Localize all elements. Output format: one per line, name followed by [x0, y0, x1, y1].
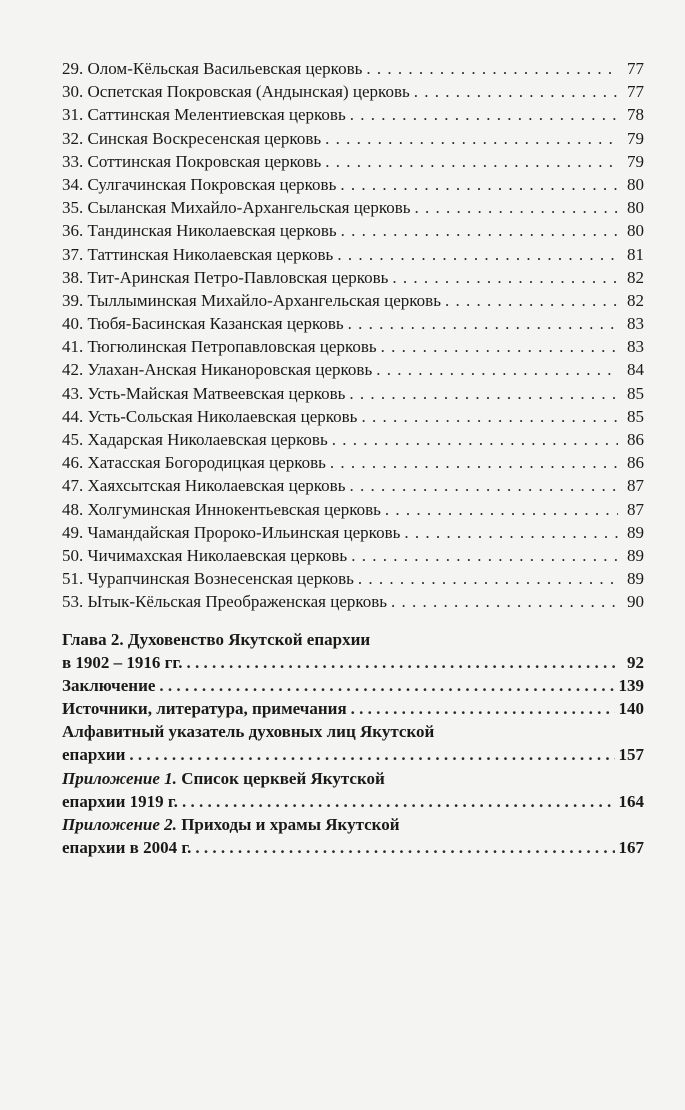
conclusion-entry: [62, 674, 644, 697]
toc-entry-title: 41. Тюгюлинская Петропавловская церковь: [62, 337, 377, 357]
toc-entry-page: 84: [627, 360, 644, 380]
toc-entry-title: 35. Сыланская Михайло-Архангельская церковь: [62, 198, 411, 218]
appendix-1-title-cont: епархии 1919 г.: [62, 791, 178, 811]
toc-entry-title: 34. Сулгачинская Покровская церковь: [62, 174, 337, 194]
toc-entry-page: 85: [627, 406, 644, 426]
leader-dots: [340, 173, 618, 196]
toc-entry: [62, 196, 644, 219]
toc-entry: [62, 312, 644, 335]
toc-entry: [62, 382, 644, 405]
toc-entry-title: 31. Саттинская Мелентиевская церковь: [62, 105, 346, 125]
leader-dots: [351, 544, 618, 567]
sources-entry: [62, 697, 644, 720]
leader-dots: [376, 358, 618, 381]
toc-entry-page: 89: [627, 545, 644, 565]
sources-page: 140: [618, 699, 644, 719]
toc-entry-page: 80: [627, 174, 644, 194]
toc-entry-page: 85: [627, 383, 644, 403]
appendix-1-label: Приложение 1.: [62, 768, 177, 788]
appendix-2-title: Приходы и храмы Якутской: [181, 815, 400, 834]
appendix-1-title: Список церквей Якутской: [181, 768, 385, 788]
leader-dots: [366, 57, 618, 80]
toc-entry-title: 40. Тюбя-Басинская Казанская церковь: [62, 314, 344, 334]
chapter-2: [62, 628, 644, 674]
leader-dots: [414, 80, 618, 103]
leader-dots: [385, 498, 618, 521]
toc-entry-page: 80: [627, 198, 644, 218]
toc-entry-page: 86: [627, 430, 644, 449]
leader-dots: [195, 836, 614, 859]
index-title-cont: епархии: [62, 745, 126, 765]
leader-dots: [129, 743, 614, 766]
toc-entry-title: 44. Усть-Сольская Николаевская церковь: [62, 406, 358, 426]
toc-entry: [62, 474, 644, 497]
leader-dots: [182, 790, 615, 813]
chapter-2-line2: [62, 651, 644, 674]
leader-dots: [349, 474, 618, 497]
toc-entry-title: 42. Улахан-Анская Никаноровская церковь: [62, 360, 373, 380]
toc-entry: [62, 266, 644, 289]
toc-entry: [62, 219, 644, 242]
toc-entry-page: 79: [627, 128, 644, 148]
chapter-2-title: Глава 2. Духовенство Якутской епархии: [62, 629, 371, 649]
leader-dots: [159, 674, 614, 697]
index-line2: [62, 743, 644, 766]
toc-entry-page: 78: [627, 105, 644, 125]
toc-entry: [62, 428, 644, 451]
leader-dots: [361, 405, 618, 428]
toc-entry: [62, 544, 644, 567]
leader-dots: [351, 697, 615, 720]
toc-entry-page: 83: [627, 314, 644, 334]
index-line1: [62, 720, 644, 743]
toc-entry-page: 77: [627, 59, 644, 78]
toc-entry-title: 39. Тыллыминская Михайло-Архангельская церковь: [62, 290, 441, 310]
leader-dots: [330, 451, 618, 474]
conclusion-page: 139: [618, 675, 644, 695]
toc-entry-title: 38. Тит-Аринская Петро-Павловская церковь: [62, 267, 389, 287]
leader-dots: [445, 289, 618, 312]
toc-entry-page: 80: [627, 221, 644, 241]
toc-entry-title: 33. Соттинская Покровская церковь: [62, 151, 322, 171]
leader-dots: [381, 335, 618, 358]
toc-entry-title: 51. Чурапчинская Вознесенская церковь: [62, 569, 354, 589]
toc-entry-title: 32. Синская Воскресенская церковь: [62, 128, 322, 148]
leader-dots: [404, 521, 618, 544]
toc-entry-title: 47. Хаяхсытская Николаевская церковь: [62, 476, 346, 496]
toc-entry-page: 86: [627, 453, 644, 473]
toc-entry-title: 50. Чичимахская Николаевская церковь: [62, 545, 348, 565]
appendix-2-title-cont: епархии в 2004 г.: [62, 838, 192, 858]
toc-entry-page: 87: [627, 476, 644, 496]
toc-entry-page: 89: [627, 522, 644, 542]
table-of-contents: [62, 57, 644, 859]
appendix-1-line1: [62, 767, 644, 790]
toc-entry: [62, 103, 644, 126]
index-title: Алфавитный указатель духовных лиц Якутской: [62, 722, 435, 742]
toc-entry-title: 36. Тандинская Николаевская церковь: [62, 221, 337, 241]
conclusion-title: Заключение: [62, 675, 156, 695]
toc-entries: [62, 57, 644, 614]
appendix-2-page: 167: [618, 838, 644, 858]
toc-entry: [62, 173, 644, 196]
toc-entry-title: 30. Оспетская Покровская (Андынская) церковь: [62, 82, 410, 102]
toc-entry-title: 46. Хатасская Богородицкая церковь: [62, 453, 326, 473]
toc-entry: [62, 80, 644, 103]
toc-entry-page: 79: [627, 151, 644, 171]
toc-entry-title: 49. Чамандайская Пророко-Ильинская церковь: [62, 522, 401, 542]
sources-title: Источники, литература, примечания: [62, 699, 347, 719]
toc-entry-page: 89: [627, 569, 644, 589]
leader-dots: [325, 150, 618, 173]
leader-dots: [415, 196, 618, 219]
appendix-2-label: Приложение 2.: [62, 815, 177, 834]
leader-dots: [392, 266, 618, 289]
toc-entry: [62, 335, 644, 358]
toc-entry: [62, 127, 644, 150]
toc-entry-title: 48. Холгуминская Иннокентьевская церковь: [62, 499, 381, 519]
toc-entry: [62, 521, 644, 544]
toc-entry-page: 81: [627, 244, 644, 264]
toc-entry-title: 45. Хадарская Николаевская церковь: [62, 430, 328, 449]
toc-entry-page: 83: [627, 337, 644, 357]
leader-dots: [325, 127, 618, 150]
appendix-2-line2: [62, 836, 644, 859]
leader-dots: [348, 312, 618, 335]
chapter-2-line1: [62, 628, 644, 651]
leader-dots: [337, 243, 618, 266]
toc-entry-title: 53. Ытык-Кёльская Преображенская церковь: [62, 592, 388, 612]
toc-entry-title: 29. Олом-Кёльская Васильевская церковь: [62, 59, 363, 78]
toc-entry-page: 77: [627, 82, 644, 102]
leader-dots: [332, 428, 618, 451]
toc-entry: [62, 405, 644, 428]
toc-entry: [62, 498, 644, 521]
leader-dots: [391, 590, 618, 613]
appendix-2-line1: [62, 813, 644, 836]
toc-entry-page: 82: [627, 267, 644, 287]
toc-entry-page: 87: [627, 499, 644, 519]
index-page: 157: [618, 745, 644, 765]
leader-dots: [186, 651, 618, 674]
toc-entry-title: 43. Усть-Майская Матвеевская церковь: [62, 383, 346, 403]
toc-entry: [62, 57, 644, 80]
toc-entry-page: 82: [627, 290, 644, 310]
toc-entry: [62, 590, 644, 613]
toc-entry: [62, 358, 644, 381]
leader-dots: [358, 567, 618, 590]
toc-entry-title: 37. Таттинская Николаевская церковь: [62, 244, 334, 264]
toc-entry: [62, 567, 644, 590]
leader-dots: [350, 103, 618, 126]
toc-entry: [62, 451, 644, 474]
chapter-2-page: 92: [627, 652, 644, 672]
toc-entry: [62, 150, 644, 173]
appendix-1-page: 164: [618, 791, 644, 811]
chapter-2-years: в 1902 – 1916 гг.: [62, 652, 183, 672]
toc-entry: [62, 289, 644, 312]
leader-dots: [341, 219, 618, 242]
leader-dots: [349, 382, 618, 405]
toc-entry-page: 90: [627, 592, 644, 612]
appendix-1-line2: [62, 790, 644, 813]
toc-entry: [62, 243, 644, 266]
